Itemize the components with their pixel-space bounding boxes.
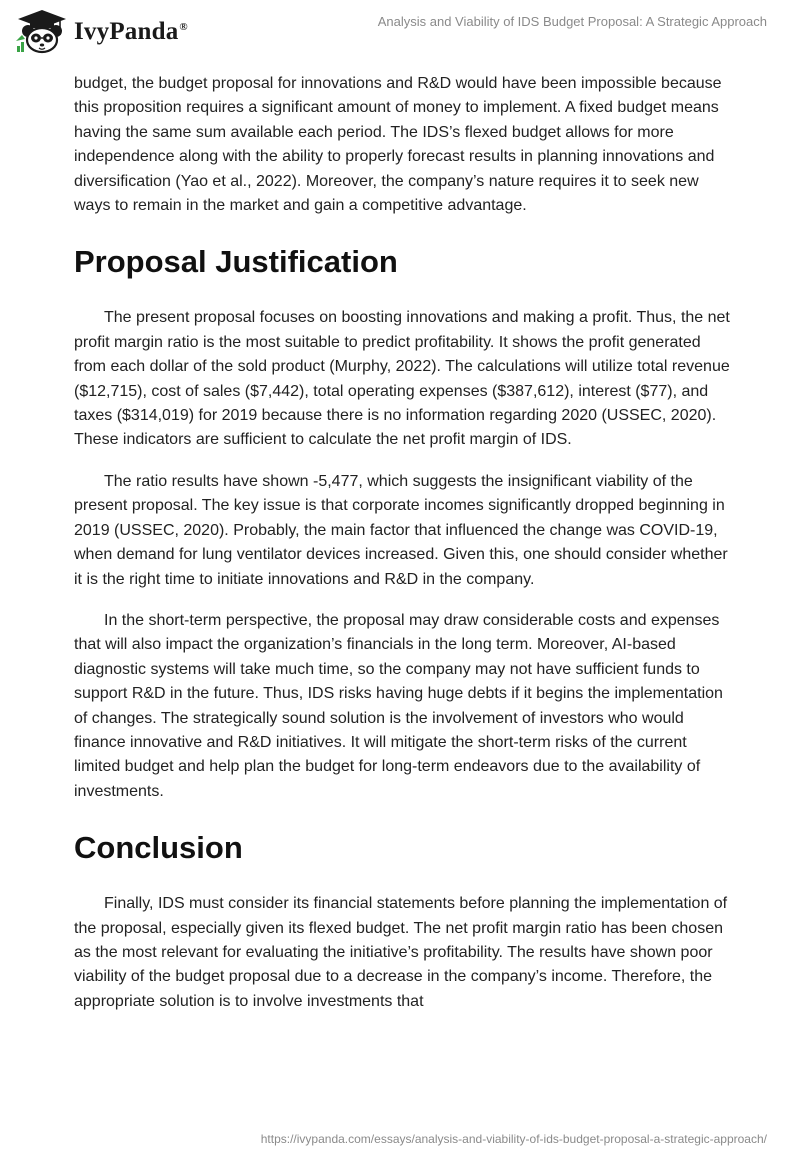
paragraph: The present proposal focuses on boosting innovations and making a profit. Thus, the net profit margin ratio is the most suitable to predict profitability. It shows the profit generated from each dollar of the sold product (Murphy, 2022). The calculations will utilize total revenue ($12,715), cost of sales ($7,442), total operating expenses ($387,612), interest ($77), and taxes ($314,019) for 2019 because there is no information regarding 2020 (USSEC, 2020). These indicators are sufficient to calculate the net profit margin of IDS.: [74, 309, 730, 449]
section-heading-conclusion: Conclusion: [74, 830, 243, 866]
source-url-link[interactable]: https://ivypanda.com/essays/analysis-and-viability-of-ids-budget-proposal-a-strategic-approach/: [260, 1132, 767, 1146]
document-title: Analysis and Viability of IDS Budget Proposal: A Strategic Approach: [377, 14, 767, 29]
page-header: [0, 0, 800, 64]
essay-body: [74, 72, 734, 1031]
paragraph: In the short-term perspective, the proposal may draw considerable costs and expenses that will also impact the organization’s financials in the long term. Moreover, AI-based diagnostic systems will take much time, so the company may not have sufficient funds to support R&D in the future. Thus, IDS risks having huge debts if it begins the implementation of changes. The strategically sound solution is the involvement of investors who would finance innovative and R&D initiatives. It will mitigate the short-term risks of the current limited budget and help plan the budget for long-term endeavors due to the availability of investments.: [74, 611, 723, 800]
section-heading-proposal-justification: Proposal Justification: [74, 244, 398, 280]
brand-name: IvyPanda®: [74, 18, 188, 45]
paragraph: The ratio results have shown -5,477, which suggests the insignificant viability of the present proposal. The key issue is that corporate incomes significantly dropped beginning in 2019 (USSEC, 2020). Probably, the main factor that influenced the change was COVID-19, when demand for lung ventilator devices increased. Given this, one should consider whether it is the right time to initiate innovations and R&D in the company.: [74, 472, 728, 588]
intro-paragraph: budget, the budget proposal for innovations and R&D would have been impossible because this proposition requires a significant amount of money to implement. A fixed budget means having the same sum available each period. The IDS’s flexed budget allows for more independence along with the ability to properly forecast results in planning innovations and diversification (Yao et al., 2022). Moreover, the company’s nature requires it to seek new ways to remain in the market and gain a competitive advantage.: [74, 75, 722, 215]
panda-graduate-icon: [14, 8, 70, 54]
paragraph: Finally, IDS must consider its financial statements before planning the implementation of the proposal, especially given its flexed budget. The net profit margin ratio has been chosen as the most relevant for evaluating the initiative’s profitability. The results have shown poor viability of the budget proposal due to a decrease in the company’s income. Therefore, the appropriate solution is to involve investments that: [74, 895, 728, 1010]
brand-logo[interactable]: [14, 8, 188, 54]
registered-mark: ®: [179, 20, 188, 33]
